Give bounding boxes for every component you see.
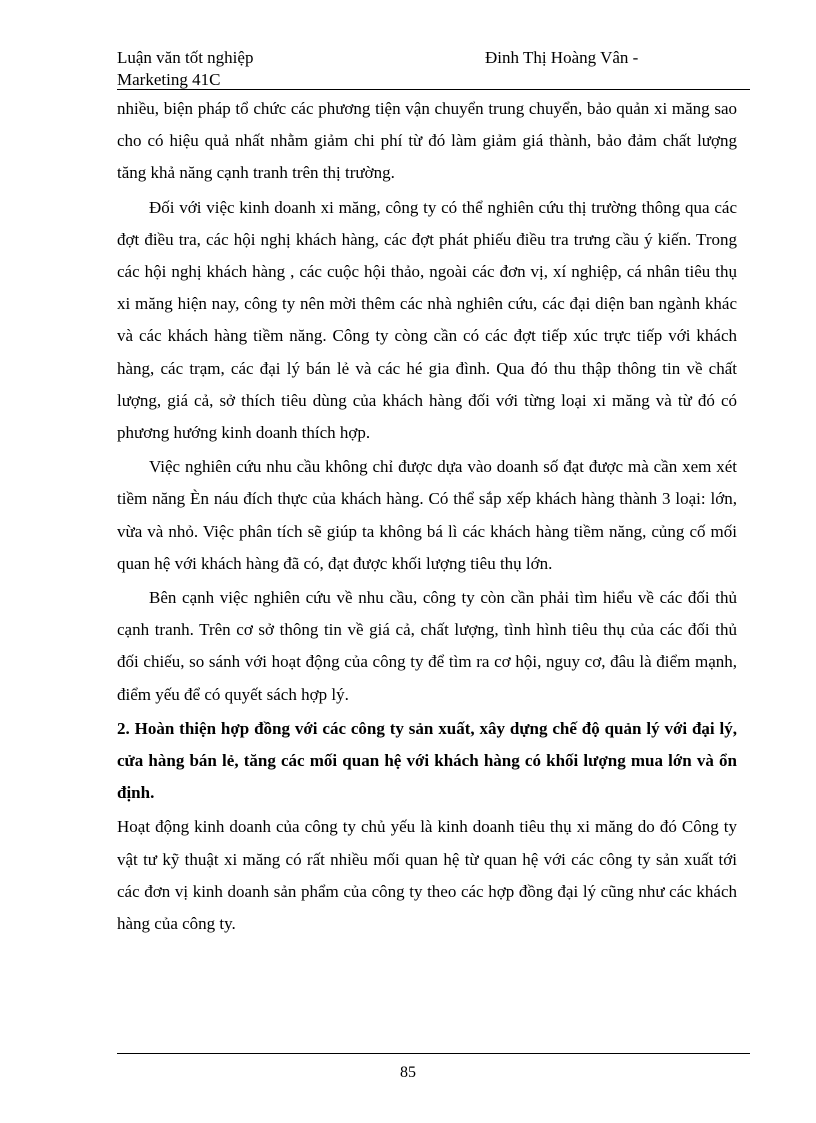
paragraph-continuation: nhiều, biện pháp tổ chức các phương tiện vận chuyển trung chuyển, bảo quản xi măng sao cho có hiệu quả nhất nhằm giảm chi phí từ đó làm giảm giá thành, bảo đảm chất lượng tăng khả năng cạnh tranh trên thị trường. [117, 99, 737, 183]
paragraph-market-research: Đối với việc kinh doanh xi măng, công ty có thể nghiên cứu thị trường thông qua các đợt điều tra, các hội nghị khách hàng, các đợt phát phiếu điều tra trưng cầu ý kiến. Trong các hội nghị khách hàng , các cuộc hội thảo, ngoài các đơn vị, xí nghiệp, cá nhân tiêu thụ xi măng hiện nay, công ty nên mời thêm các nhà nghiên cứu, các đại diện ban ngành khác và các khách hàng tiềm năng. Công ty còng cần có các đợt tiếp xúc trực tiếp với khách hàng, các trạm, các đại lý bán lẻ và các hé gia đình. Qua đó thu thập thông tin về chất lượng, giá cả, sở thích tiêu dùng của khách hàng đối với từng loại xi măng và từ đó có phương hướng kinh doanh thích hợp. [117, 197, 737, 443]
paragraph-business-activity: Hoạt động kinh doanh của công ty chủ yếu là kinh doanh tiêu thụ xi măng do đó Công ty vật tư kỹ thuật xi măng có rất nhiều mối quan hệ từ quan hệ với các công ty sản xuất tới các đơn vị kinh doanh sản phẩm của công ty theo các hợp đồng đại lý cũng như các khách hàng của công ty. [117, 817, 737, 934]
paragraph-demand-research: Việc nghiên cứu nhu cầu không chỉ được dựa vào doanh số đạt được mà cần xem xét tiềm năng Èn náu đích thực của khách hàng. Có thể sắp xếp khách hàng thành 3 loại: lớn, vừa và nhỏ. Việc phân tích sẽ giúp ta không bá lì các khách hàng tiềm năng, củng cố mối quan hệ với khách hàng đã có, đạt được khối lượng tiêu thụ lớn. [117, 457, 737, 573]
footer-rule [117, 1053, 750, 1054]
header-rule [117, 89, 750, 90]
document-body [117, 93, 737, 940]
header-class: Marketing 41C [117, 70, 221, 89]
header-thesis-title: Luận văn tốt nghiệp [117, 48, 254, 67]
paragraph-competitors: Bên cạnh việc nghiên cứu về nhu cầu, công ty còn cần phải tìm hiểu về các đối thủ cạnh tranh. Trên cơ sở thông tin về giá cả, chất lượng, tình hình tiêu thụ của các đối thủ đối chiếu, so sánh với hoạt động của công ty để tìm ra cơ hội, nguy cơ, đâu là điểm mạnh, điểm yếu để có quyết sách hợp lý. [117, 588, 737, 704]
page-number: 85 [400, 1064, 416, 1081]
header-left [117, 47, 253, 91]
header-author: Đinh Thị Hoàng Vân - [485, 48, 639, 67]
section-heading: 2. Hoàn thiện hợp đồng với các công ty sản xuất, xây dựng chế độ quản lý với đại lý, cửa hàng bán lẻ, tăng các mối quan hệ với khách hàng có khối lượng mua lớn và ổn định. [117, 718, 737, 803]
